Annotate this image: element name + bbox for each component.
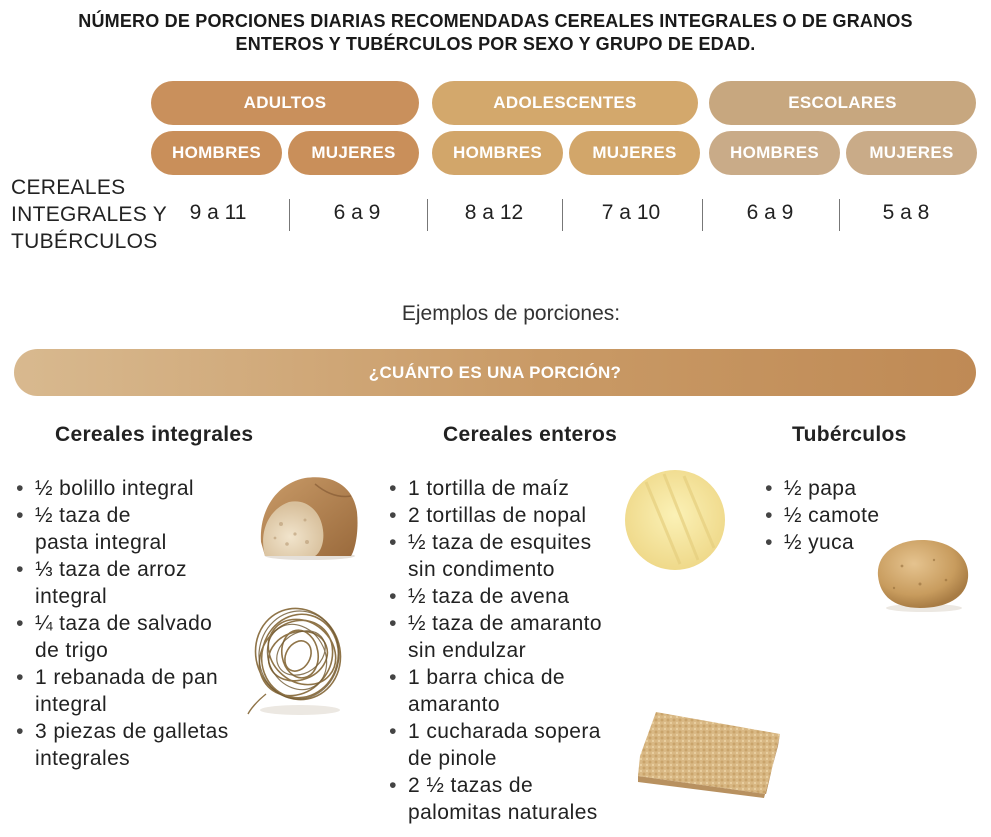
item-text: ½ yuca xyxy=(784,531,855,554)
list-item xyxy=(386,772,646,826)
bullet: • xyxy=(389,477,397,500)
item-text: amaranto xyxy=(408,693,500,716)
item-text: ½ papa xyxy=(784,477,857,500)
tortilla-image xyxy=(624,468,726,572)
list-item xyxy=(13,610,263,664)
list-item xyxy=(13,718,263,772)
group-escolares: ESCOLARES xyxy=(709,81,976,125)
group-adultos: ADULTOS xyxy=(151,81,419,125)
examples-label: Ejemplos de porciones: xyxy=(401,302,621,325)
item-text: de pinole xyxy=(408,747,497,770)
bullet: • xyxy=(765,531,773,554)
sex-adultos-hombres: HOMBRES xyxy=(151,131,282,175)
item-text: 1 cucharada sopera xyxy=(408,720,601,743)
item-text: integral xyxy=(35,693,108,716)
value-adultos-mujeres: 6 a 9 xyxy=(333,201,381,224)
value-adolescentes-hombres: 8 a 12 xyxy=(464,201,524,224)
list-item xyxy=(386,583,646,610)
bullet: • xyxy=(765,504,773,527)
item-text: 2 ½ tazas de xyxy=(408,774,534,797)
item-text: 1 rebanada de pan xyxy=(35,666,219,689)
value-escolares-hombres: 6 a 9 xyxy=(746,201,794,224)
list-item xyxy=(386,475,646,502)
list-item xyxy=(13,475,263,502)
list-item xyxy=(386,529,646,583)
heading-tuberculos: Tubérculos xyxy=(792,423,907,446)
list-cereales-enteros xyxy=(386,475,646,826)
item-text: ⅓ taza de arroz xyxy=(35,558,187,581)
item-text: 1 barra chica de xyxy=(408,666,565,689)
separator xyxy=(427,199,428,231)
item-text: ½ bolillo integral xyxy=(35,477,194,500)
row-label xyxy=(11,174,167,255)
bullet: • xyxy=(389,531,397,554)
heading-cereales-enteros: Cereales enteros xyxy=(443,423,618,446)
sex-adultos-mujeres: MUJERES xyxy=(288,131,419,175)
sex-escolares-hombres: HOMBRES xyxy=(709,131,840,175)
row-label-line: TUBÉRCULOS xyxy=(11,230,158,253)
item-text: integral xyxy=(35,585,108,608)
sex-adolescentes-mujeres: MUJERES xyxy=(569,131,700,175)
bullet: • xyxy=(16,720,24,743)
item-text: pasta integral xyxy=(35,531,167,554)
list-item xyxy=(13,502,263,556)
list-item xyxy=(13,664,263,718)
item-text: de trigo xyxy=(35,639,109,662)
separator xyxy=(562,199,563,231)
potato-image xyxy=(872,536,972,616)
value-escolares-mujeres: 5 a 8 xyxy=(882,201,930,224)
item-text: integrales xyxy=(35,747,131,770)
bullet: • xyxy=(16,477,24,500)
list-item xyxy=(386,664,646,718)
row-label-line: INTEGRALES Y xyxy=(11,203,168,226)
bullet: • xyxy=(389,720,397,743)
sex-escolares-mujeres: MUJERES xyxy=(846,131,977,175)
bread-image xyxy=(255,472,360,562)
list-item xyxy=(386,502,646,529)
separator xyxy=(839,199,840,231)
row-label-line: CEREALES xyxy=(11,176,126,199)
list-item xyxy=(386,610,646,664)
portion-banner: ¿CUÁNTO ES UNA PORCIÓN? xyxy=(14,349,976,396)
bullet: • xyxy=(16,666,24,689)
amaranth-bar-image xyxy=(636,706,784,798)
item-text: palomitas naturales xyxy=(408,801,598,824)
item-text: ½ taza de amaranto xyxy=(408,612,602,635)
bullet: • xyxy=(765,477,773,500)
group-adolescentes: ADOLESCENTES xyxy=(432,81,698,125)
item-text: ½ taza de esquites xyxy=(408,531,592,554)
separator xyxy=(702,199,703,231)
sex-adolescentes-hombres: HOMBRES xyxy=(432,131,563,175)
list-cereales-integrales xyxy=(13,475,263,772)
item-text: ½ taza de xyxy=(35,504,131,527)
page-title xyxy=(0,10,991,56)
pasta-image xyxy=(246,598,354,718)
list-item xyxy=(386,718,646,772)
heading-cereales-integrales: Cereales integrales xyxy=(55,423,254,446)
list-item xyxy=(13,556,263,610)
bullet: • xyxy=(16,612,24,635)
bullet: • xyxy=(389,774,397,797)
bullet: • xyxy=(389,504,397,527)
item-text: sin endulzar xyxy=(408,639,527,662)
bullet: • xyxy=(389,612,397,635)
item-text: ½ taza de avena xyxy=(408,585,570,608)
title-line-2: ENTEROS Y TUBÉRCULOS POR SEXO Y GRUPO DE EDAD. xyxy=(235,34,756,54)
item-text: ½ camote xyxy=(784,504,880,527)
item-text: ¼ taza de salvado xyxy=(35,612,213,635)
value-adolescentes-mujeres: 7 a 10 xyxy=(601,201,661,224)
bullet: • xyxy=(389,666,397,689)
item-text: 2 tortillas de nopal xyxy=(408,504,587,527)
bullet: • xyxy=(16,504,24,527)
value-adultos-hombres: 9 a 11 xyxy=(189,201,247,224)
bullet: • xyxy=(16,558,24,581)
separator xyxy=(289,199,290,231)
bullet: • xyxy=(389,585,397,608)
list-item xyxy=(762,502,962,529)
item-text: sin condimento xyxy=(408,558,555,581)
item-text: 1 tortilla de maíz xyxy=(408,477,570,500)
title-line-1: NÚMERO DE PORCIONES DIARIAS RECOMENDADAS CEREALES INTEGRALES O DE GRANOS xyxy=(78,11,913,31)
item-text: 3 piezas de galletas xyxy=(35,720,229,743)
list-item xyxy=(762,475,962,502)
